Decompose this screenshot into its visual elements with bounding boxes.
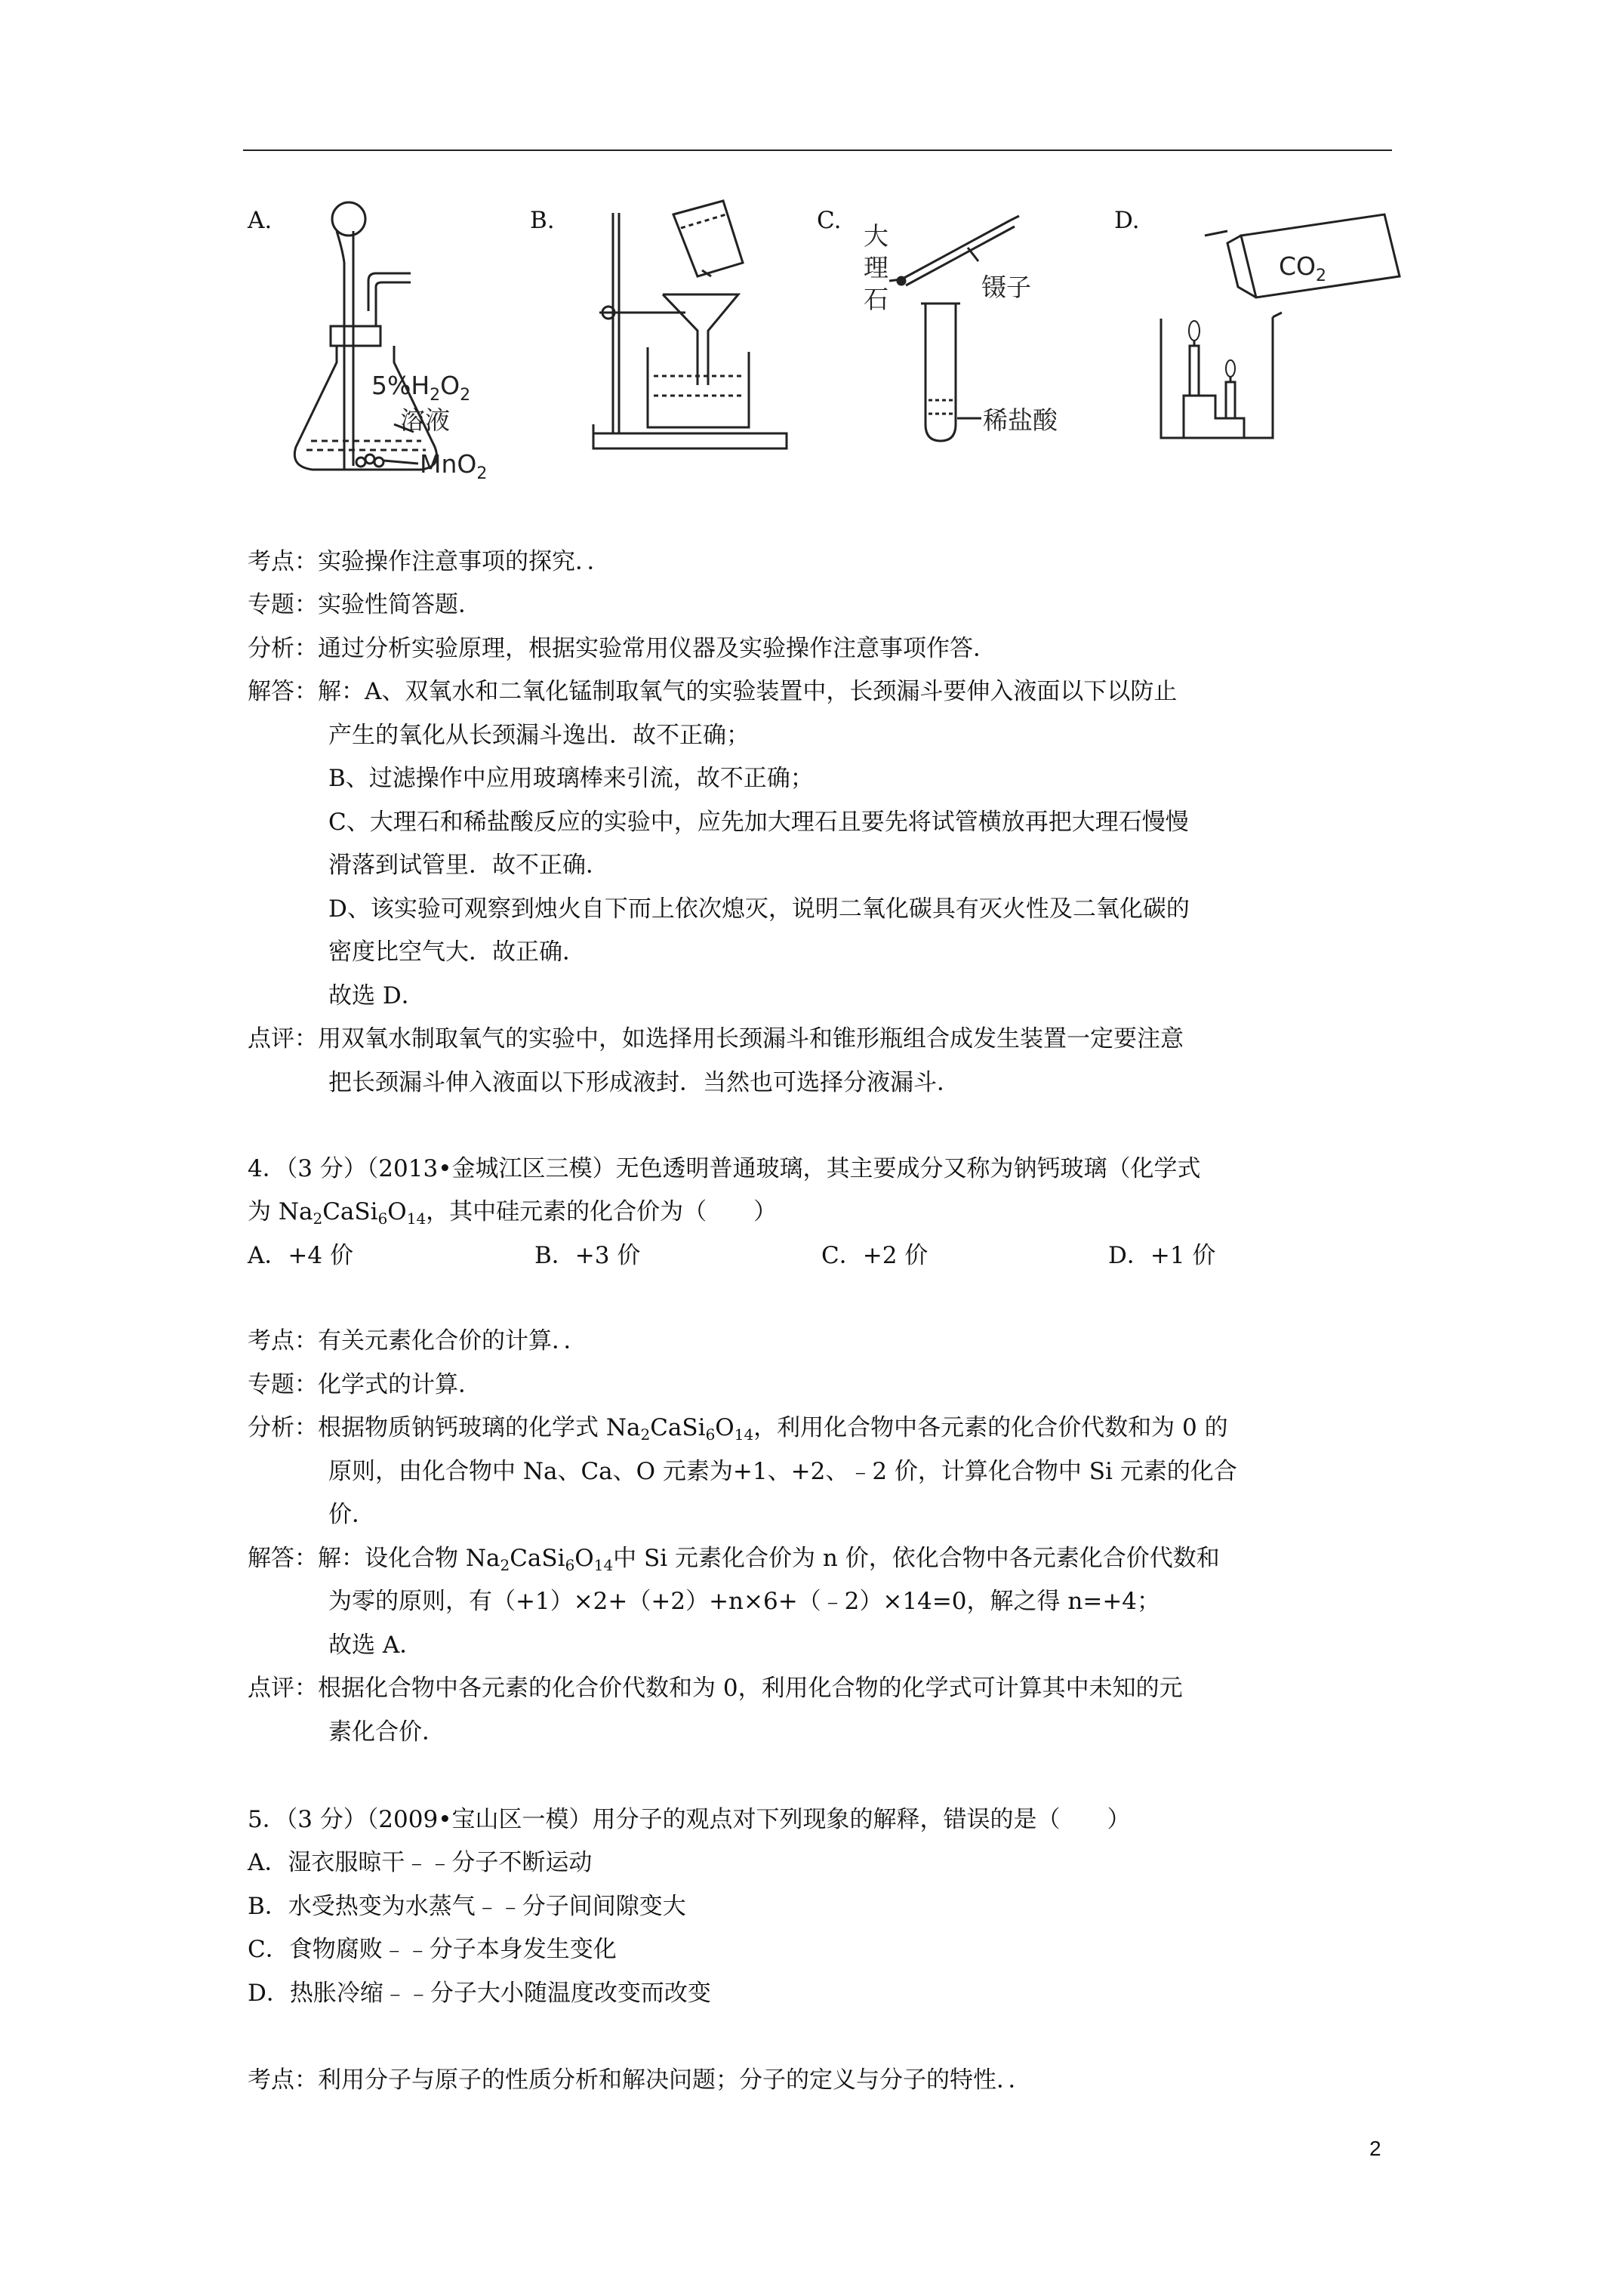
q3-jieda-6: D、该实验可观察到烛火自下而上依次熄灭，说明二氧化碳具有灭火性及二氧化碳的	[328, 895, 1190, 923]
q3-jieda-1: 解答：解：A、双氧水和二氧化锰制取氧气的实验装置中，长颈漏斗要伸入液面以下以防止	[248, 678, 1178, 705]
header-rule	[243, 149, 1392, 151]
q3-jieda-8: 故选 D．	[328, 982, 425, 1009]
q4-option-d[interactable]: D．+1 价	[1108, 1242, 1216, 1269]
figure-d-letter: D.	[1114, 207, 1140, 234]
q4-stem-1: 4．（3 分）（2013•金城江区三模）无色透明普通玻璃，其主要成分又称为钠钙玻璃（化学式	[248, 1155, 1201, 1182]
svg-text:石: 石	[864, 285, 888, 314]
figure-c-letter: C.	[817, 207, 842, 234]
co2-label: $CO_2$	[1279, 251, 1327, 285]
q4-fenxi-2: 原则，由化合物中 Na、Ca、O 元素为+1、+2、﹣2 价，计算化合物中 Si 元素的化合	[328, 1458, 1237, 1485]
figure-b	[530, 198, 802, 500]
q4-dianping-2: 素化合价．	[328, 1718, 445, 1746]
q3-jieda-7: 密度比空气大．故正确．	[328, 938, 586, 966]
q5-option-a[interactable]: A．湿衣服晾干﹣﹣分子不断运动	[248, 1849, 593, 1876]
q4-fenxi-3: 价．	[328, 1501, 375, 1528]
solution-label: 溶液	[400, 405, 450, 435]
figure-b-letter: B.	[530, 207, 555, 234]
svg-text:MnO2: MnO$_2$	[420, 449, 488, 483]
q3-jieda-4: C、大理石和稀盐酸反应的实验中，应先加大理石且要先将试管横放再把大理石慢慢	[328, 809, 1189, 836]
q4-zhuanti: 专题：化学式的计算．	[248, 1371, 482, 1398]
figures-row	[243, 198, 1398, 500]
q5-option-c[interactable]: C．食物腐败﹣﹣分子本身发生变化	[248, 1936, 617, 1963]
flask-apparatus-drawing	[243, 198, 515, 500]
q3-dianping-2: 把长颈漏斗伸入液面以下形成液封．当然也可选择分液漏斗．	[328, 1069, 960, 1096]
q3-jieda-5: 滑落到试管里．故不正确．	[328, 852, 609, 879]
q4-jieda-1: 解答：解：设化合物 $Na_2CaSi_6O_{14}$中 Si 元素化合价为 n 价，依化合物中各元素化合价代数和	[248, 1545, 1220, 1574]
q5-option-d[interactable]: D．热胀冷缩﹣﹣分子大小随温度改变而改变	[248, 1980, 711, 2007]
q4-dianping-1: 点评：根据化合物中各元素的化合价代数和为 0，利用化合物的化学式可计算其中未知的元	[248, 1675, 1183, 1702]
q4-option-c[interactable]: C．+2 价	[821, 1242, 929, 1269]
page-number: 2	[1369, 2137, 1381, 2160]
svg-text:理: 理	[864, 253, 888, 282]
q4-stem-2: 为 $Na_2CaSi_6O_{14}$，其中硅元素的化合价为（ ）	[248, 1198, 778, 1228]
q5-kaodian: 考点：利用分子与原子的性质分析和解决问题；分子的定义与分子的特性．．	[248, 2066, 1032, 2094]
q5-option-b[interactable]: B．水受热变为水蒸气﹣﹣分子间间隙变大	[248, 1893, 686, 1920]
q4-option-b[interactable]: B．+3 价	[534, 1242, 641, 1269]
acid-label: 稀盐酸	[983, 405, 1058, 435]
q4-jieda-3: 故选 A．	[328, 1632, 423, 1659]
q4-option-a[interactable]: A．+4 价	[248, 1242, 353, 1269]
test-tube-drawing	[817, 198, 1104, 500]
svg-text:5%H2O2: $5\%H_2O_2$	[371, 371, 471, 405]
figure-a-letter: A.	[248, 207, 273, 234]
q3-dianping-1: 点评：用双氧水制取氧气的实验中，如选择用长颈漏斗和锥形瓶组合成发生装置一定要注意	[248, 1025, 1184, 1052]
q4-kaodian: 考点：有关元素化合价的计算．．	[248, 1327, 587, 1354]
figure-a	[243, 198, 515, 500]
filtration-drawing	[530, 198, 802, 500]
q3-jieda-3: B、过滤操作中应用玻璃棒来引流，故不正确；	[328, 765, 814, 792]
q4-jieda-2: 为零的原则，有（+1）×2+（+2）+n×6+（﹣2）×14=0，解之得 n=+4；	[328, 1588, 1161, 1615]
q3-fenxi: 分析：通过分析实验原理，根据实验常用仪器及实验操作注意事项作答．	[248, 635, 996, 662]
svg-text:大: 大	[864, 221, 888, 251]
figure-d	[1114, 198, 1401, 500]
q4-fenxi-1: 分析：根据物质钠钙玻璃的化学式 $Na_2CaSi_6O_{14}$，利用化合物中各元素的化合价代数和为 0 的	[248, 1414, 1228, 1444]
figure-c	[817, 198, 1104, 500]
q3-jieda-2: 产生的氧化从长颈漏斗逸出．故不正确；	[328, 722, 750, 749]
co2-candles-drawing	[1114, 198, 1401, 500]
tweezers-label: 镊子	[981, 273, 1031, 302]
q3-zhuanti: 专题：实验性简答题．	[248, 591, 482, 618]
q3-kaodian: 考点：实验操作注意事项的探究．．	[248, 548, 611, 575]
q5-stem: 5．（3 分）（2009•宝山区一模）用分子的观点对下列现象的解释，错误的是（ ）	[248, 1806, 1131, 1833]
